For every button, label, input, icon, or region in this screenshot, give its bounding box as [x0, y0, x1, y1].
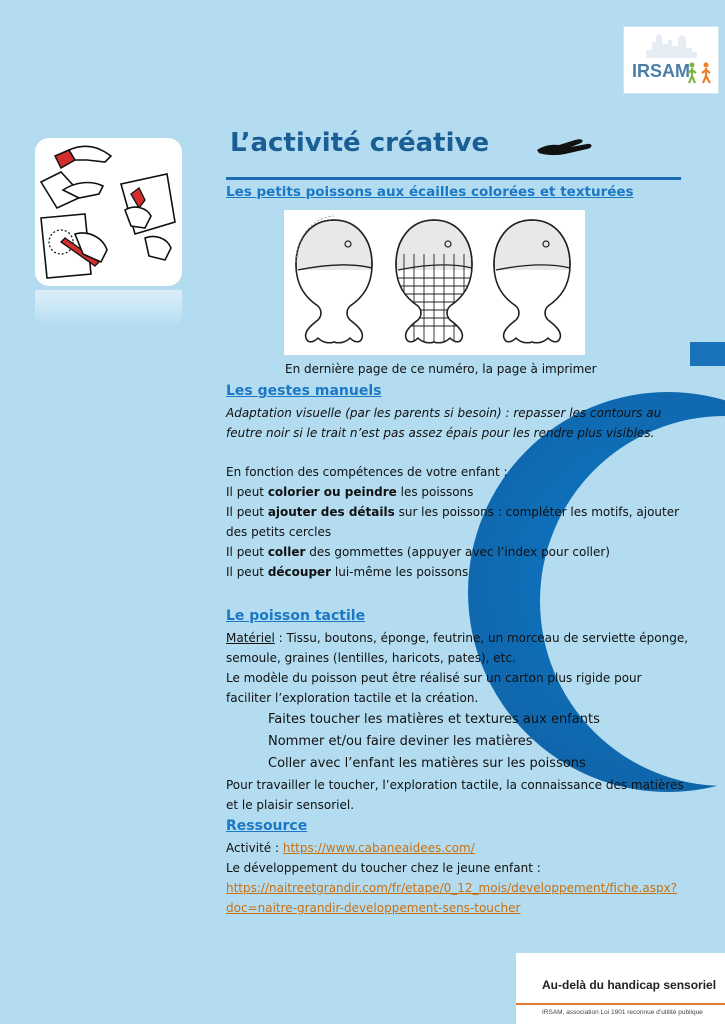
activite-label: Activité : — [226, 841, 283, 855]
naitre-grandir-link-continued[interactable]: doc=naitre-grandir-developpement-sens-toucher — [226, 901, 521, 915]
skill-suffix: sur les poissons : compléter les motifs, ajouter — [394, 505, 680, 519]
materiel-text: : Tissu, boutons, éponge, feutrine, un morceau de serviette éponge, — [274, 631, 689, 645]
skill-line-2 — [226, 502, 679, 522]
activite-line — [226, 838, 475, 858]
cabane-aidees-link[interactable]: https://www.cabaneaidees.com/ — [282, 841, 475, 855]
materiel-line-2: semoule, graines (lentilles, haricots, pates), etc. — [226, 651, 516, 665]
materiel-label: Matériel — [226, 631, 275, 645]
skill-line-1 — [226, 482, 473, 502]
skills-intro: En fonction des compétences de votre enfant : — [226, 465, 508, 479]
footer-divider — [516, 1003, 725, 1005]
tactile-step-2: Nommer et/ou faire deviner les matières — [268, 734, 533, 749]
section-heading-gestes: Les gestes manuels — [226, 383, 382, 399]
logo-text: IRSAM — [632, 61, 690, 81]
decorative-tab — [690, 342, 725, 366]
skill-suffix: lui-même les poissons — [331, 565, 469, 579]
skill-suffix: des gommettes (appuyer avec l’index pour coller) — [305, 545, 610, 559]
skill-keyword: découper — [267, 565, 332, 579]
modele-line-2: faciliter l’exploration tactile et la création. — [226, 691, 479, 705]
craft-hands-image — [35, 138, 182, 286]
modele-line-1: Le modèle du poisson peut être réalisé sur un carton plus rigide pour — [226, 671, 642, 685]
adaptation-line-1: Adaptation visuelle (par les parents si besoin) : repasser les contours au — [226, 406, 662, 420]
skill-prefix: Il peut — [226, 485, 268, 499]
skill-keyword: ajouter des détails — [267, 505, 395, 519]
activity-subtitle: Les petits poissons aux écailles colorées et texturées — [226, 184, 634, 200]
skill-prefix: Il peut — [226, 565, 268, 579]
skill-line-4 — [226, 562, 468, 582]
people-figures-icon — [686, 61, 716, 85]
development-text: Le développement du toucher chez le jeune enfant : — [226, 861, 541, 875]
footer-banner — [516, 953, 725, 1024]
fish-outlines-illustration — [284, 210, 585, 355]
image-caption: En dernière page de ce numéro, la page à imprimer — [285, 362, 597, 376]
hand-icon — [535, 128, 595, 158]
materiel-line-1 — [226, 628, 688, 648]
tactile-step-3: Coller avec l’enfant les matières sur les poissons — [268, 756, 586, 771]
naitre-grandir-link[interactable]: https://naitreetgrandir.com/fr/etape/0_12_mois/developpement/fiche.aspx? — [226, 881, 678, 895]
section-heading-ressource: Ressource — [226, 818, 308, 834]
skill-line-2-continued: des petits cercles — [226, 525, 332, 539]
tactile-step-1: Faites toucher les matières et textures aux enfants — [268, 712, 600, 727]
title-underline — [226, 177, 681, 180]
skill-suffix: les poissons — [396, 485, 474, 499]
footer-title: Au-delà du handicap sensoriel — [542, 978, 717, 992]
skill-line-3 — [226, 542, 610, 562]
irsam-logo — [623, 26, 719, 94]
craft-hands-illustration — [35, 138, 182, 286]
fish-template-image — [284, 210, 585, 355]
footer-note: IRSAM, association Loi 1901 reconnue d’utilité publique — [542, 1009, 703, 1016]
image-reflection — [35, 290, 182, 328]
skill-prefix: Il peut — [226, 505, 268, 519]
tactile-outro-1: Pour travailler le toucher, l’exploration tactile, la connaissance des matières — [226, 778, 684, 792]
towers-icon — [644, 32, 699, 58]
skill-keyword: coller — [267, 545, 306, 559]
page-title: L’activité créative — [230, 128, 490, 158]
adaptation-line-2: feutre noir si le trait n’est pas assez épais pour les rendre plus visibles. — [226, 426, 655, 440]
naitre-grandir-link-line-2 — [226, 898, 520, 918]
naitre-grandir-link-line-1 — [226, 878, 677, 898]
skill-keyword: colorier ou peindre — [267, 485, 397, 499]
section-heading-tactile: Le poisson tactile — [226, 608, 366, 624]
tactile-outro-2: et le plaisir sensoriel. — [226, 798, 355, 812]
skill-prefix: Il peut — [226, 545, 268, 559]
